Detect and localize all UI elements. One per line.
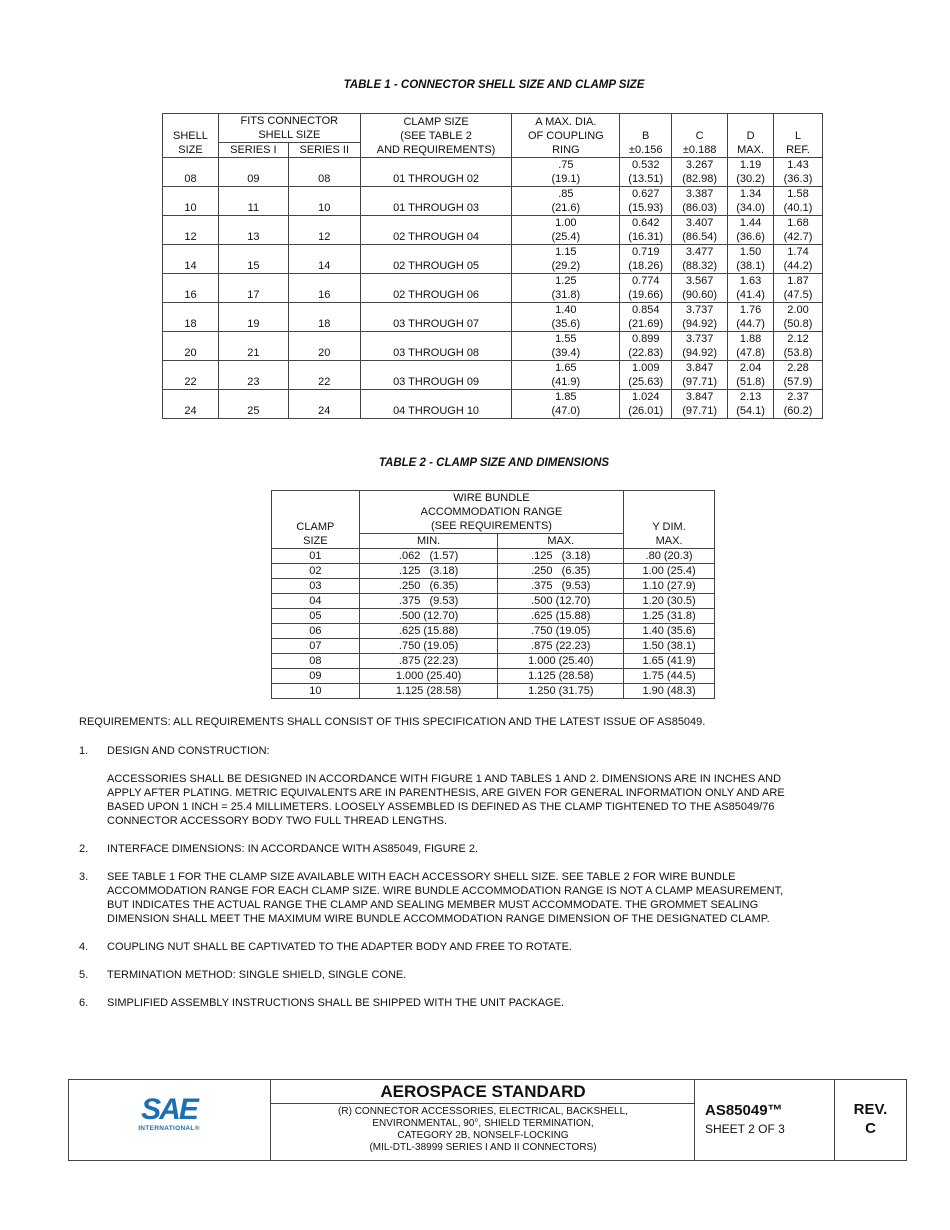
table2-header-y: Y DIM. MAX. — [624, 491, 715, 549]
table1-row-metric — [163, 404, 823, 419]
standard-description: (R) CONNECTOR ACCESSORIES, ELECTRICAL, BACKSHELL, ENVIRONMENTAL, 90°, SHIELD TERMINATION, CATEGORY 2B, NONSELF-LOCKING (MIL-DTL-38999 SERIES I AND II CONNECTORS) — [338, 1106, 628, 1153]
table1-row — [163, 274, 823, 289]
table1-cell-d-metric: (34.0) — [728, 201, 774, 216]
table1-cell-blank — [360, 332, 512, 347]
revision-value: C — [865, 1120, 876, 1137]
table1-cell-b: 0.627 — [620, 187, 672, 202]
table1 — [162, 113, 823, 419]
table1-cell-c-metric: (90.60) — [672, 288, 728, 303]
table1-cell-blank — [288, 332, 360, 347]
table1-cell-b: 0.899 — [620, 332, 672, 347]
table1-cell-d-metric: (54.1) — [728, 404, 774, 419]
revision-label: REV. — [853, 1101, 888, 1118]
table2-cell-size: 07 — [272, 639, 360, 654]
requirement-number: 5. — [79, 969, 89, 981]
table2-cell-y: 1.65 (41.9) — [624, 654, 715, 669]
requirement-item — [79, 744, 785, 758]
table1-cell-c: 3.387 — [672, 187, 728, 202]
table1-cell-s1: 11 — [218, 201, 288, 216]
table1-cell-blank — [218, 158, 288, 173]
table1-cell-blank — [218, 245, 288, 260]
table1-title: TABLE 1 - CONNECTOR SHELL SIZE AND CLAMP SIZE — [343, 79, 645, 91]
table1-cell-clamp: 01 THROUGH 03 — [360, 201, 512, 216]
table1-cell-s1: 25 — [218, 404, 288, 419]
table1-cell-blank — [218, 390, 288, 405]
table2-row — [272, 684, 715, 699]
table1-cell-clamp: 01 THROUGH 02 — [360, 172, 512, 187]
table1-cell-blank — [163, 245, 219, 260]
table2-row — [272, 579, 715, 594]
title-block — [68, 1079, 907, 1161]
table1-cell-blank — [288, 216, 360, 231]
table2-row — [272, 669, 715, 684]
table1-cell-d: 1.34 — [728, 187, 774, 202]
table1-row — [163, 216, 823, 231]
sae-logo-text: SAE — [141, 1093, 197, 1126]
table1-cell-s1: 17 — [218, 288, 288, 303]
table2-row — [272, 624, 715, 639]
table1-cell-d: 1.50 — [728, 245, 774, 260]
table1-row-metric — [163, 346, 823, 361]
table2-cell-min: .625 (15.88) — [359, 624, 498, 639]
table1-cell-s2: 18 — [288, 317, 360, 332]
table2-cell-size: 06 — [272, 624, 360, 639]
table1-cell-l-metric: (42.7) — [774, 230, 823, 245]
table1-row — [163, 245, 823, 260]
table1-cell-b-metric: (25.63) — [620, 375, 672, 390]
table1-cell-a: 1.40 — [512, 303, 620, 318]
table2-cell-max: .750 (19.05) — [498, 624, 624, 639]
table1-cell-s2: 20 — [288, 346, 360, 361]
table1-cell-l-metric: (44.2) — [774, 259, 823, 274]
table1-cell-b-metric: (16.31) — [620, 230, 672, 245]
table1-header-clamp: CLAMP SIZE (SEE TABLE 2 AND REQUIREMENTS) — [360, 114, 512, 158]
table1-cell-s1: 19 — [218, 317, 288, 332]
table1-cell-a: 1.15 — [512, 245, 620, 260]
table1-cell-c: 3.477 — [672, 245, 728, 260]
sae-logo — [137, 1093, 201, 1134]
table1-cell-b: 1.009 — [620, 361, 672, 376]
table2-cell-size: 05 — [272, 609, 360, 624]
table2-cell-min: .750 (19.05) — [359, 639, 498, 654]
requirement-item — [79, 772, 785, 828]
table1-cell-s2: 08 — [288, 172, 360, 187]
table1-cell-s2: 12 — [288, 230, 360, 245]
table1-cell-b: 0.774 — [620, 274, 672, 289]
requirement-text: COUPLING NUT SHALL BE CAPTIVATED TO THE ADAPTER BODY AND FREE TO ROTATE. — [107, 941, 572, 953]
requirement-number: 2. — [79, 843, 89, 855]
table1-cell-b: 0.719 — [620, 245, 672, 260]
table1-cell-shell: 18 — [163, 317, 219, 332]
requirement-item — [79, 940, 785, 954]
table1-header-shell: SHELL SIZE — [163, 114, 219, 158]
table1-cell-blank — [218, 216, 288, 231]
table2-cell-size: 02 — [272, 564, 360, 579]
table1-cell-d-metric: (44.7) — [728, 317, 774, 332]
table1-cell-l-metric: (60.2) — [774, 404, 823, 419]
table1-cell-shell: 08 — [163, 172, 219, 187]
table1-cell-b: 0.642 — [620, 216, 672, 231]
table1-cell-c: 3.737 — [672, 303, 728, 318]
table1-cell-c: 3.847 — [672, 361, 728, 376]
table1-cell-s2: 24 — [288, 404, 360, 419]
table1-cell-b-metric: (21.69) — [620, 317, 672, 332]
table1-cell-d: 1.76 — [728, 303, 774, 318]
table1-row-metric — [163, 317, 823, 332]
table1-cell-a-metric: (25.4) — [512, 230, 620, 245]
requirement-item — [79, 996, 785, 1010]
requirement-number: 6. — [79, 997, 89, 1009]
table1-cell-blank — [288, 274, 360, 289]
requirements-list — [79, 744, 785, 1024]
table1-cell-blank — [163, 274, 219, 289]
table2 — [271, 490, 715, 699]
table1-cell-a-metric: (35.6) — [512, 317, 620, 332]
table1-cell-clamp: 02 THROUGH 06 — [360, 288, 512, 303]
document-number-cell — [694, 1080, 835, 1160]
table2-cell-max: .375 (9.53) — [498, 579, 624, 594]
table1-cell-clamp: 03 THROUGH 07 — [360, 317, 512, 332]
table1-cell-blank — [163, 361, 219, 376]
table1-row-metric — [163, 375, 823, 390]
table2-cell-min: .250 (6.35) — [359, 579, 498, 594]
table1-cell-shell: 20 — [163, 346, 219, 361]
requirement-item — [79, 968, 785, 982]
table1-cell-l-metric: (53.8) — [774, 346, 823, 361]
table2-cell-y: 1.90 (48.3) — [624, 684, 715, 699]
document-number: AS85049™ — [705, 1102, 783, 1119]
table1-cell-clamp: 02 THROUGH 04 — [360, 230, 512, 245]
requirements-intro: REQUIREMENTS: ALL REQUIREMENTS SHALL CONSIST OF THIS SPECIFICATION AND THE LATEST ISSUE OF AS85049. — [79, 716, 706, 728]
table1-cell-s2: 14 — [288, 259, 360, 274]
table1-cell-blank — [360, 187, 512, 202]
table1-row-metric — [163, 172, 823, 187]
table1-cell-clamp: 03 THROUGH 09 — [360, 375, 512, 390]
table1-cell-s1: 23 — [218, 375, 288, 390]
table2-cell-y: 1.40 (35.6) — [624, 624, 715, 639]
table1-cell-b-metric: (18.26) — [620, 259, 672, 274]
table1-cell-a-metric: (41.9) — [512, 375, 620, 390]
table1-cell-blank — [218, 187, 288, 202]
table1-row-metric — [163, 288, 823, 303]
table1-cell-d-metric: (51.8) — [728, 375, 774, 390]
table1-cell-l-metric: (40.1) — [774, 201, 823, 216]
table2-row — [272, 564, 715, 579]
table2-cell-max: 1.250 (31.75) — [498, 684, 624, 699]
table1-cell-b: 0.532 — [620, 158, 672, 173]
table1-row — [163, 158, 823, 173]
table1-cell-l: 2.28 — [774, 361, 823, 376]
table1-cell-l: 2.00 — [774, 303, 823, 318]
table1-cell-c: 3.847 — [672, 390, 728, 405]
table2-header-min: MIN. — [359, 534, 498, 549]
requirement-text: DIMENSION SHALL MEET THE MAXIMUM WIRE BUNDLE ACCOMMODATION RANGE DIMENSION OF THE DESIGNATED CLAMP. — [107, 913, 770, 925]
table1-cell-d-metric: (30.2) — [728, 172, 774, 187]
table1-cell-l: 1.58 — [774, 187, 823, 202]
table1-cell-l: 1.74 — [774, 245, 823, 260]
table1-cell-d-metric: (38.1) — [728, 259, 774, 274]
table1-cell-l: 1.68 — [774, 216, 823, 231]
table2-row — [272, 594, 715, 609]
table1-header-fits: FITS CONNECTOR SHELL SIZE — [218, 114, 360, 143]
requirement-number: 3. — [79, 871, 89, 883]
table1-cell-l: 1.43 — [774, 158, 823, 173]
sheet-number: SHEET 2 OF 3 — [705, 1122, 785, 1136]
table2-cell-y: 1.75 (44.5) — [624, 669, 715, 684]
table1-cell-b-metric: (26.01) — [620, 404, 672, 419]
table1-cell-shell: 16 — [163, 288, 219, 303]
requirement-item — [79, 870, 785, 926]
table1-cell-d-metric: (41.4) — [728, 288, 774, 303]
table1-cell-l-metric: (57.9) — [774, 375, 823, 390]
table1-cell-c: 3.737 — [672, 332, 728, 347]
table1-cell-a-metric: (31.8) — [512, 288, 620, 303]
table1-cell-a-metric: (19.1) — [512, 172, 620, 187]
table1-cell-b: 0.854 — [620, 303, 672, 318]
table2-cell-size: 01 — [272, 549, 360, 564]
table2-cell-y: 1.10 (27.9) — [624, 579, 715, 594]
table1-header-a: A MAX. DIA. OF COUPLING RING — [512, 114, 620, 158]
table1-cell-d: 1.19 — [728, 158, 774, 173]
table1-cell-blank — [218, 332, 288, 347]
table1-cell-c-metric: (86.03) — [672, 201, 728, 216]
table1-header-l: L REF. — [774, 114, 823, 158]
table2-cell-max: 1.125 (28.58) — [498, 669, 624, 684]
table2-cell-y: 1.00 (25.4) — [624, 564, 715, 579]
table1-cell-clamp: 04 THROUGH 10 — [360, 404, 512, 419]
table1-cell-clamp: 02 THROUGH 05 — [360, 259, 512, 274]
requirement-text: BASED UPON 1 INCH = 25.4 MILLIMETERS. LOOSELY ASSEMBLED IS DEFINED AS THE CLAMP TIGHTENED TO THE AS85049/76 — [107, 801, 775, 813]
table1-cell-a: .75 — [512, 158, 620, 173]
table1-cell-clamp: 03 THROUGH 08 — [360, 346, 512, 361]
table2-cell-size: 04 — [272, 594, 360, 609]
table1-cell-c: 3.407 — [672, 216, 728, 231]
table1-cell-blank — [163, 303, 219, 318]
requirement-text: TERMINATION METHOD: SINGLE SHIELD, SINGLE CONE. — [107, 969, 407, 981]
table1-cell-shell: 10 — [163, 201, 219, 216]
requirement-text: CONNECTOR ACCESSORY BODY TWO FULL THREAD LENGTHS. — [107, 815, 448, 827]
table1-cell-a: 1.25 — [512, 274, 620, 289]
table1-cell-b-metric: (15.93) — [620, 201, 672, 216]
table1-cell-a-metric: (39.4) — [512, 346, 620, 361]
table1-cell-a: 1.65 — [512, 361, 620, 376]
table1-cell-blank — [163, 187, 219, 202]
table1-cell-blank — [288, 245, 360, 260]
table2-cell-min: 1.000 (25.40) — [359, 669, 498, 684]
table1-cell-shell: 14 — [163, 259, 219, 274]
table1-row-metric — [163, 230, 823, 245]
table2-cell-min: .062 (1.57) — [359, 549, 498, 564]
table2-cell-y: 1.25 (31.8) — [624, 609, 715, 624]
table1-row — [163, 303, 823, 318]
table1-header-c: C ±0.188 — [672, 114, 728, 158]
table1-cell-c-metric: (82.98) — [672, 172, 728, 187]
table2-row — [272, 549, 715, 564]
table1-cell-d: 1.88 — [728, 332, 774, 347]
table1-cell-blank — [288, 361, 360, 376]
table1-row — [163, 187, 823, 202]
table2-header-max: MAX. — [498, 534, 624, 549]
table1-cell-blank — [218, 303, 288, 318]
table1-cell-blank — [163, 332, 219, 347]
table1-cell-blank — [163, 216, 219, 231]
requirement-number: 4. — [79, 941, 89, 953]
table1-cell-s1: 21 — [218, 346, 288, 361]
table1-cell-c-metric: (97.71) — [672, 375, 728, 390]
table2-cell-max: .125 (3.18) — [498, 549, 624, 564]
table2-row — [272, 639, 715, 654]
table1-cell-shell: 12 — [163, 230, 219, 245]
table1-cell-s1: 09 — [218, 172, 288, 187]
table2-cell-y: .80 (20.3) — [624, 549, 715, 564]
table1-cell-b-metric: (13.51) — [620, 172, 672, 187]
table2-cell-max: .625 (15.88) — [498, 609, 624, 624]
table1-cell-blank — [360, 274, 512, 289]
table1-cell-a-metric: (21.6) — [512, 201, 620, 216]
table1-cell-a: 1.00 — [512, 216, 620, 231]
table1-cell-b-metric: (22.83) — [620, 346, 672, 361]
table1-cell-s2: 10 — [288, 201, 360, 216]
table1-cell-s2: 16 — [288, 288, 360, 303]
requirement-text: DESIGN AND CONSTRUCTION: — [107, 745, 270, 757]
table2-cell-size: 09 — [272, 669, 360, 684]
table1-cell-blank — [163, 158, 219, 173]
table1-cell-l: 1.87 — [774, 274, 823, 289]
table1-cell-blank — [360, 361, 512, 376]
table1-row-metric — [163, 201, 823, 216]
table1-cell-b-metric: (19.66) — [620, 288, 672, 303]
table1-cell-blank — [360, 158, 512, 173]
table1-header-d: D MAX. — [728, 114, 774, 158]
table2-cell-min: .125 (3.18) — [359, 564, 498, 579]
requirement-number: 1. — [79, 745, 89, 757]
table1-cell-s1: 13 — [218, 230, 288, 245]
table1-cell-l-metric: (50.8) — [774, 317, 823, 332]
table1-cell-c-metric: (88.32) — [672, 259, 728, 274]
table1-cell-a: 1.85 — [512, 390, 620, 405]
description-cell — [270, 1080, 695, 1160]
requirement-text: SIMPLIFIED ASSEMBLY INSTRUCTIONS SHALL BE SHIPPED WITH THE UNIT PACKAGE. — [107, 997, 565, 1009]
table1-cell-d: 1.63 — [728, 274, 774, 289]
table1-cell-blank — [360, 245, 512, 260]
table2-title: TABLE 2 - CLAMP SIZE AND DIMENSIONS — [378, 457, 610, 469]
table1-cell-l: 2.12 — [774, 332, 823, 347]
table1-cell-blank — [288, 187, 360, 202]
table2-header-clamp: CLAMP SIZE — [272, 491, 360, 549]
table1-cell-a-metric: (47.0) — [512, 404, 620, 419]
table1-cell-a-metric: (29.2) — [512, 259, 620, 274]
table1-cell-blank — [360, 216, 512, 231]
table2-cell-size: 03 — [272, 579, 360, 594]
table2-cell-size: 08 — [272, 654, 360, 669]
sae-logo-sub: INTERNATIONAL® — [138, 1125, 200, 1132]
table2-cell-max: .875 (22.23) — [498, 639, 624, 654]
table1-cell-d: 1.44 — [728, 216, 774, 231]
table2-row — [272, 609, 715, 624]
table1-cell-c: 3.567 — [672, 274, 728, 289]
table2-cell-min: .875 (22.23) — [359, 654, 498, 669]
table1-header-series2: SERIES II — [288, 143, 360, 158]
table1-cell-a: 1.55 — [512, 332, 620, 347]
requirement-text: SEE TABLE 1 FOR THE CLAMP SIZE AVAILABLE WITH EACH ACCESSORY SHELL SIZE. SEE TABLE 2 FOR WIRE BUNDLE — [107, 871, 736, 883]
table1-cell-blank — [288, 303, 360, 318]
table1-cell-a: .85 — [512, 187, 620, 202]
table1-cell-d: 2.13 — [728, 390, 774, 405]
table2-cell-y: 1.20 (30.5) — [624, 594, 715, 609]
table1-cell-l-metric: (47.5) — [774, 288, 823, 303]
table1-cell-c: 3.267 — [672, 158, 728, 173]
table2-cell-max: .250 (6.35) — [498, 564, 624, 579]
table2-cell-max: .500 (12.70) — [498, 594, 624, 609]
table2-row — [272, 654, 715, 669]
table1-cell-shell: 22 — [163, 375, 219, 390]
table1-cell-c-metric: (97.71) — [672, 404, 728, 419]
table1-row — [163, 332, 823, 347]
table1-cell-l-metric: (36.3) — [774, 172, 823, 187]
table2-cell-min: .500 (12.70) — [359, 609, 498, 624]
table1-row — [163, 390, 823, 405]
table1-cell-b: 1.024 — [620, 390, 672, 405]
table1-cell-blank — [218, 361, 288, 376]
table1-cell-shell: 24 — [163, 404, 219, 419]
standard-heading: AEROSPACE STANDARD — [271, 1080, 695, 1104]
requirement-text: ACCESSORIES SHALL BE DESIGNED IN ACCORDANCE WITH FIGURE 1 AND TABLES 1 AND 2. DIMENSIONS ARE IN INCHES AND — [107, 773, 782, 785]
table2-cell-max: 1.000 (25.40) — [498, 654, 624, 669]
table1-cell-s1: 15 — [218, 259, 288, 274]
table1-header-b: B ±0.156 — [620, 114, 672, 158]
table2-cell-y: 1.50 (38.1) — [624, 639, 715, 654]
table1-row — [163, 361, 823, 376]
revision-cell — [834, 1080, 906, 1160]
table1-cell-blank — [163, 390, 219, 405]
table1-cell-s2: 22 — [288, 375, 360, 390]
table1-cell-l: 2.37 — [774, 390, 823, 405]
table1-cell-c-metric: (86.54) — [672, 230, 728, 245]
requirement-text: APPLY AFTER PLATING. METRIC EQUIVALENTS ARE IN PARENTHESIS, ARE GIVEN FOR GENERAL INFORMATION ONLY AND ARE — [107, 787, 785, 799]
table2-header-wire: WIRE BUNDLE ACCOMMODATION RANGE (SEE REQUIREMENTS) — [359, 491, 623, 534]
table1-row-metric — [163, 259, 823, 274]
logo-cell — [69, 1080, 270, 1160]
requirement-text: BUT INDICATES THE ACTUAL RANGE THE CLAMP AND SEALING MEMBER MUST ACCOMMODATE. THE GROMMET SEALING — [107, 899, 759, 911]
table1-cell-d-metric: (36.6) — [728, 230, 774, 245]
requirement-text: INTERFACE DIMENSIONS: IN ACCORDANCE WITH AS85049, FIGURE 2. — [107, 843, 479, 855]
table1-cell-blank — [218, 274, 288, 289]
table1-cell-c-metric: (94.92) — [672, 317, 728, 332]
table1-cell-blank — [360, 390, 512, 405]
table1-cell-d-metric: (47.8) — [728, 346, 774, 361]
table2-cell-size: 10 — [272, 684, 360, 699]
table1-cell-c-metric: (94.92) — [672, 346, 728, 361]
table1-cell-blank — [288, 390, 360, 405]
table1-header-series1: SERIES I — [218, 143, 288, 158]
table1-cell-d: 2.04 — [728, 361, 774, 376]
table2-cell-min: .375 (9.53) — [359, 594, 498, 609]
requirement-text: ACCOMMODATION RANGE FOR EACH CLAMP SIZE. WIRE BUNDLE ACCOMMODATION RANGE IS NOT A CLAMP MEASUREMENT, — [107, 885, 784, 897]
table1-cell-blank — [360, 303, 512, 318]
table2-cell-min: 1.125 (28.58) — [359, 684, 498, 699]
table1-cell-blank — [288, 158, 360, 173]
requirement-item — [79, 842, 785, 856]
